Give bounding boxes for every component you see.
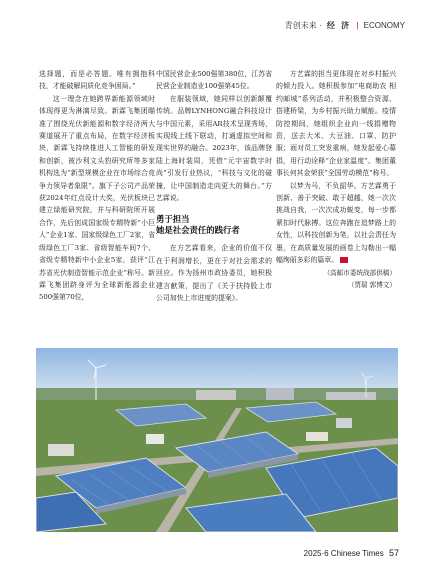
magazine-name: 青创未来 <box>284 21 317 30</box>
text-column-2 <box>156 68 272 305</box>
paragraph: 方艺霖的担当更体现在对乡村振兴的倾力投入。她积极参加“电商助农 相约邮城”系列活动，并积极整合资源、搭建桥梁，为乡村振兴助力赋能。疫情防控期间，她组织企业向一线捐赠物资，送去大米、大豆油、口罩、防护服；面对员工突发重病，她发起爱心募捐，用行动诠释“企业家温度”。集团董事长何其金荣获“全国劳动模范”称号。 <box>276 70 396 178</box>
issue-number: 2025·6 <box>303 549 329 558</box>
column-2-intro <box>156 68 272 204</box>
aerial-photo-illustration <box>36 348 398 532</box>
section-subheading <box>156 214 272 236</box>
paragraph: 以梦为马，不负韶华。方艺霖勇于创新、善于突破、敢于超越，她一次次挑战自我，一次次成功蜕变，每一步都紧扣时代脉搏。这位奔跑在追梦路上的女性，以科技创新为笔，以社会责任为墨，在高质量发展的画卷上勾勒出一幅幅绚丽多彩的篇章。 <box>276 181 396 265</box>
paragraph: 在方艺霖看来，企业的价值不仅在于利润增长，更在于对社会需求的回应。作为扬州市政协委员，她积极建言献策，提出了《关于扶持股上市公司加快上市进度的提案》。 <box>156 244 272 303</box>
end-mark-icon <box>340 257 348 263</box>
paragraph: 选择题，而是必答题。唯有拥抱科技，才能破解同质化竞争困局。” <box>39 70 155 91</box>
author-credit: （贾瑞 郭博文） <box>347 280 396 289</box>
page-footer <box>304 548 399 558</box>
paragraph: 中国民营企业500强第380位，江苏省民营企业制造业100强第45位。 <box>156 70 272 91</box>
industrial-park-aerial-photo <box>36 348 398 532</box>
running-header <box>285 20 405 31</box>
magazine-name-en: Chinese Times <box>330 549 384 558</box>
paragraph: 在服装领域，她同样以创新颠覆传统。品牌LYNHONG融合科技设计与中国元素，采用AR技术呈现秀场，实现线上线下联动，打通虚拟空间和现实世界的融合。2023年，该品牌登陆上海时装周，凭借“元宇宙数字时尚”引发行业热议，“科技与文化的碰撞，让中国制造走向更大的舞台。”方艺霖说。 <box>156 94 272 203</box>
column-2-body <box>156 242 272 304</box>
paragraph: 这一理念在她跨界新能源领域时体现得更为淋漓尽致。新霖飞集团瞄准了围绕光伏新能源和数字经济两大赛道展开了重点布局，在数字经济板块，新霖飞持续推进人工智能的研发和创新，被沙利文头豹研究所等多家机构选为“新型规模企业在市场综合竞争力领导者象限”。旗下子公司产品荣获2024年红点设计大奖，光伏板块已建立绿能研究院，并与科研院所开展合作，先后创成国家级专精特新“小巨人”企业1家、国家级绿色工厂2家，省级绿色工厂3家、省级智能车间7个、省级专精特新中小企业5家，获评“江苏省光伏制造智能示范企业”称号。新霖飞集团跻身评为全球新能源企业500强第70位， <box>39 94 155 302</box>
text-column-1 <box>39 68 155 304</box>
subheading-line-1: 勇于担当 <box>156 214 190 225</box>
section-name-en: ECONOMY <box>363 21 405 30</box>
column-3-body <box>276 68 396 267</box>
header-separator: | <box>356 21 359 30</box>
header-dot: · <box>318 21 322 30</box>
section-name: 经 济 <box>326 21 352 30</box>
text-column-3 <box>276 68 396 291</box>
page-number: 57 <box>388 548 399 558</box>
subheading-line-2: 她是社会责任的践行者 <box>156 225 240 236</box>
source-credit: （高邮市委统战部供稿） <box>323 268 396 277</box>
